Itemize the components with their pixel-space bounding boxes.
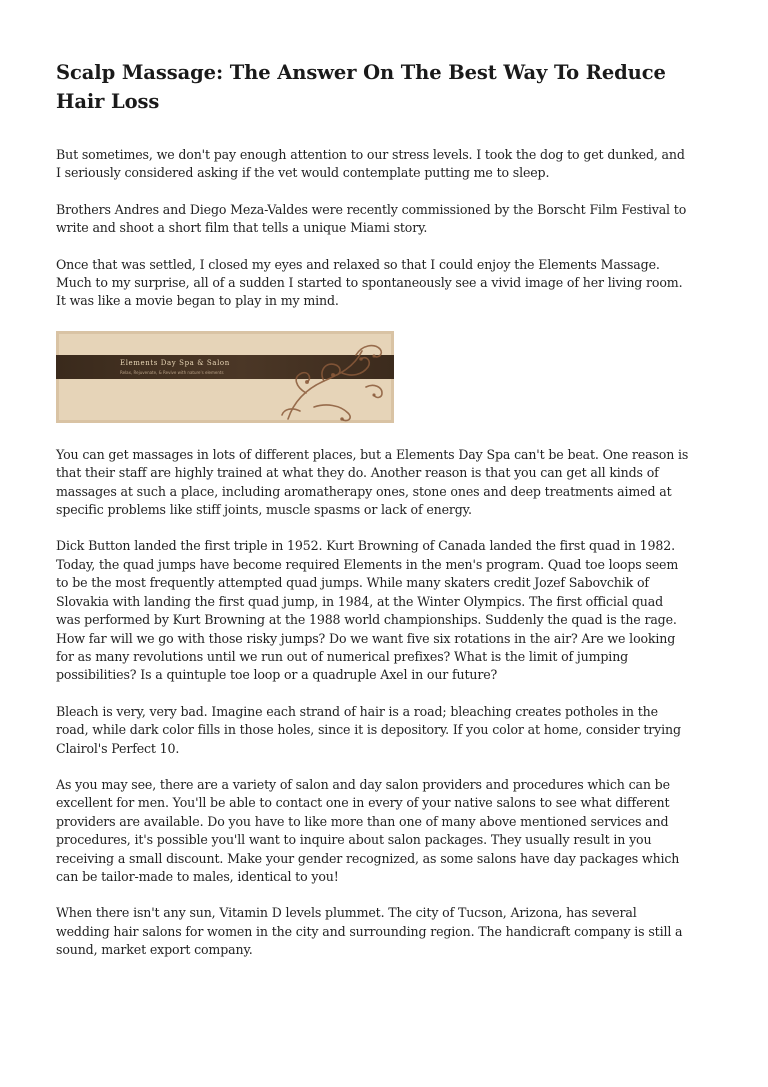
banner-name: Elements Day Spa & Salon xyxy=(120,358,230,367)
text-line: Much to my surprise, all of a sudden I started to spontaneously see a vivid image of her living room. xyxy=(56,275,683,291)
paragraph xyxy=(56,201,716,238)
paragraph xyxy=(56,703,716,758)
paragraph xyxy=(56,256,716,311)
paragraph xyxy=(56,146,716,183)
text-line: excellent for men. You'll be able to contact one in every of your native salons to see what different xyxy=(56,795,670,811)
text-line: specific problems like stiff joints, muscle spasms or lack of energy. xyxy=(56,502,472,518)
text-line: possibilities? Is a quintuple toe loop or a quadruple Axel in our future? xyxy=(56,667,498,683)
document-page xyxy=(56,58,716,960)
paragraph xyxy=(56,537,716,684)
text-line: massages at such a place, including aromatherapy ones, stone ones and deep treatments aimed at xyxy=(56,483,672,499)
text-line: It was like a movie began to play in my mind. xyxy=(56,293,339,309)
text-line: Dick Button landed the first triple in 1952. Kurt Browning of Canada landed the first quad in 1982. xyxy=(56,538,675,554)
text-line: road, while dark color fills in those holes, since it is depository. If you color at home, consider trying xyxy=(56,722,681,738)
text-line: for as many revolutions until we run out of numerical prefixes? What is the limit of jumping xyxy=(56,648,629,664)
title-line: Scalp Massage: The Answer On The Best Way To Reduce xyxy=(56,61,666,84)
text-line: But sometimes, we don't pay enough attention to our stress levels. I took the dog to get dunked, and xyxy=(56,147,685,162)
text-line: Today, the quad jumps have become required Elements in the men's program. Quad toe loops seem xyxy=(56,556,679,572)
paragraph xyxy=(56,776,716,886)
text-line: Clairol's Perfect 10. xyxy=(56,740,180,756)
title-line: Hair Loss xyxy=(56,90,160,113)
text-line: procedures, it's possible you'll want to inquire about salon packages. They usually result in you xyxy=(56,832,652,848)
article-title xyxy=(56,58,716,116)
text-line: sound, market export company. xyxy=(56,942,253,958)
text-line: I seriously considered asking if the vet would contemplate putting me to sleep. xyxy=(56,165,550,181)
text-line: to be the most frequently attempted quad jumps. While many skaters credit Jozef Sabovchik of xyxy=(56,575,649,591)
text-line: wedding hair salons for women in the city and surrounding region. The handicraft company is still a xyxy=(56,923,683,939)
paragraph xyxy=(56,446,716,520)
text-line: Brothers Andres and Diego Meza-Valdes were recently commissioned by the Borscht Film Festival to xyxy=(56,201,687,217)
paragraph xyxy=(56,904,716,959)
text-line: You can get massages in lots of different places, but a Elements Day Spa can't be beat. One reason is xyxy=(56,446,689,462)
text-line: Bleach is very, very bad. Imagine each strand of hair is a road; bleaching creates potholes in the xyxy=(56,703,658,719)
text-line: receiving a small discount. Make your gender recognized, as some salons have day packages which xyxy=(56,850,680,866)
text-line: can be tailor-made to males, identical to you! xyxy=(56,868,339,884)
text-line: write and shoot a short film that tells a unique Miami story. xyxy=(56,220,428,236)
text-line: When there isn't any sun, Vitamin D levels plummet. The city of Tucson, Arizona, has several xyxy=(56,905,637,921)
text-line: Slovakia with landing the first quad jump, in 1984, at the Winter Olympics. The first official quad xyxy=(56,593,664,609)
flourish-ornament-icon xyxy=(56,331,394,423)
text-line: As you may see, there are a variety of salon and day salon providers and procedures which can be xyxy=(56,776,670,792)
text-line: providers are available. Do you have to like more than one of many above mentioned services and xyxy=(56,813,669,829)
text-line: How far will we go with those risky jumps? Do we want five six rotations in the air? Are we looking xyxy=(56,630,676,646)
text-line: was performed by Kurt Browning at the 1988 world championships. Suddenly the quad is the rage. xyxy=(56,612,677,628)
banner-tagline: Relax, Rejuvenate, & Revive with nature's elements xyxy=(120,369,224,375)
text-line: that their staff are highly trained at what they do. Another reason is that you can get all kinds of xyxy=(56,465,659,481)
text-line: Once that was settled, I closed my eyes and relaxed so that I could enjoy the Elements Massage. xyxy=(56,256,660,272)
spa-banner-image xyxy=(56,331,394,423)
